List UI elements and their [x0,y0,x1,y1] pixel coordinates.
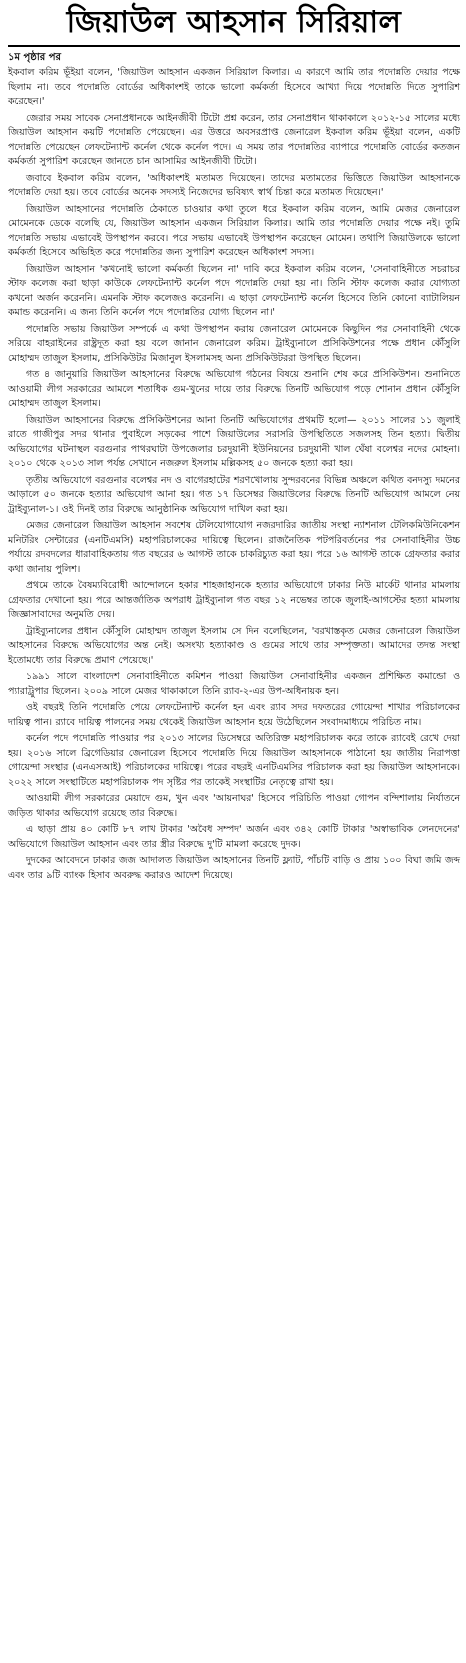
article-paragraph: কর্নেল পদে পদোন্নতি পাওয়ার পর ২০১৩ সালের ডিসেম্বরে অতিরিক্ত মহাপরিচালক করে তাকে র‍্যাবেই রেখে দেয়া হয়। ২০১৬ সালে ব্রিগেডিয়ার জেনারেল হিসেবে পদোন্নতি দিয়ে জিয়াউল আহসানকে পাঠানো হয় জাতীয় নিরাপত্তা গোয়েন্দা সংস্থার (এনএসআই) পরিচালকের দায়িত্বে। পরের বছরই এনটিএমসির পরিচালক করা হয় জিয়াউল আহসানকে। ২০২২ সালে সংস্থাটিতে মহাপরিচালক পদ সৃষ্টির পর তাকেই সংস্থাটির নেতৃত্বে রাখা হয়। [8,733,460,788]
article-paragraph: জিয়াউল আহসান 'কখনোই ভালো কর্মকর্তা ছিলেন না' দাবি করে ইকবাল করিম বলেন, 'সেনাবাহিনীতে সচরাচর স্টাফ কলেজ করা ছাড়া কাউকে লেফটেন্যান্ট কর্নেল পদে পদোন্নতি দেয়া হয় না। তিনি স্টাফ কলেজ করার যোগ্যতা কখনো অর্জন করেননি। এমনকি স্টাফ কলেজও করেননি। এ ছাড়া লেফটেন্যান্ট কর্নেল হিসেবে তিনি কোনো ব্যাটালিয়ন কমান্ড করেননি। এ জন্য তিনি কর্নেল পদে পদোন্নতির যোগ্য ছিলেন না।' [8,263,460,318]
article-paragraph: গত ৪ জানুয়ারি জিয়াউল আহসানের বিরুদ্ধে অভিযোগ গঠনের বিষয়ে শুনানি শেষ করে প্রসিকিউশন। শুনানিতে আওয়ামী লীগ সরকারের আমলে শতাধিক গুম-খুনের দায়ে তার বিরুদ্ধে তিনটি অভিযোগ পড়ে শোনান প্রধান কৌঁসুলি মোহাম্মদ তাজুল ইসলাম। [8,369,460,409]
article-paragraph: তৃতীয় অভিযোগে বরগুনার বলেশ্বর নদ ও বাগেরহাটের শরণখোলায় সুন্দরবনের বিভিন্ন অঞ্চলে কথিত বনদস্যু দমনের আড়ালে ৫০ জনকে হত্যার অভিযোগ আনা হয়। গত ১৭ ডিসেম্বর জিয়াউলের বিরুদ্ধে তিনটি অভিযোগ আমলে নেয় ট্রাইব্যুনাল-১। ওই দিনই তার বিরুদ্ধে আনুষ্ঠানিক অভিযোগ দাখিল করা হয়। [8,474,460,515]
article-paragraph: জিয়াউল আহসানের বিরুদ্ধে প্রসিকিউশনের আনা তিনটি অভিযোগের প্রথমটি হলো— ২০১১ সালের ১১ জুলাই রাতে গাজীপুর সদর থানার পুবাইলে সড়কের পাশে জিয়াউলের সরাসরি উপস্থিতিতে সজলসহ তিন হত্যা। দ্বিতীয় অভিযোগের ঘটনাস্থল বরগুনার পাথরঘাটা উপজেলার চরদুয়ানী ইউনিয়নের চরদুয়ানী খাল ঘেঁষা বলেশ্বর নদের মোহনা। ২০১০ থেকে ২০১৩ সাল পর্যন্ত সেখানে নজরুল ইসলাম মল্লিকসহ ৫০ জনকে হত্যা করা হয়। [8,414,460,469]
article-paragraph: প্রথমে তাকে বৈষম্যবিরোধী আন্দোলনে হকার শাহজাহানকে হত্যার অভিযোগে ঢাকার নিউ মার্কেট থানার মামলায় গ্রেফতার দেখানো হয়। পরে আন্তর্জাতিক অপরাধ ট্রাইব্যুনাল গত বছর ১২ নভেম্বর তাকে জুলাই-আগস্টের হত্যা মামলায় জিজ্ঞাসাবাদের অনুমতি দেয়। [8,580,460,620]
article-paragraph: ওই বছরই তিনি পদোন্নতি পেয়ে লেফটেন্যান্ট কর্নেল হন এবং র‍্যাব সদর দফতরের গোয়েন্দা শাখার পরিচালকের দায়িত্ব পান। র‍্যাবে দায়িত্ব পালনের সময় থেকেই জিয়াউল আহসান হয়ে উঠেছিলেন সংবাদমাধ্যমে পরিচিত নাম। [8,702,460,728]
article-paragraph: মেজর জেনারেল জিয়াউল আহসান সবশেষ টেলিযোগাযোগ নজরদারির জাতীয় সংস্থা ন্যাশনাল টেলিকমিউনিকেশন মনিটরিং সেন্টারের (এনটিএমসি) মহাপরিচালকের দায়িত্বে ছিলেন। রাজনৈতিক পটপরিবর্তনের পর সেনাবাহিনীর উচ্চ পর্যায়ে রদবদলের ধারাবাহিকতায় গত বছরের ৬ আগস্ট তাকে চাকরিচ্যুত করা হয়। পরে ১৬ আগস্ট তাকে গ্রেফতার করার কথা জানায় পুলিশ। [8,520,460,575]
article-paragraph: আওয়ামী লীগ সরকারের মেয়াদে গুম, খুন এবং 'আয়নাঘর' হিসেবে পরিচিতি পাওয়া গোপন বন্দিশালায় নির্যাতনে জড়িত থাকার অভিযোগ রয়েছে তার বিরুদ্ধে। [8,793,460,819]
article-paragraph: ইকবাল করিম ভূঁইয়া বলেন, 'জিয়াউল আহসান একজন সিরিয়াল কিলার। এ কারণে আমি তার পদোন্নতি দেয়ার পক্ষে ছিলাম না। তবে পদোন্নতি বোর্ডের অধিকাংশই তাকে ভালো কর্মকর্তা হিসেবে আখ্যা দিয়ে পদোন্নতি দিতে সুপারিশ করেছেন।' [8,67,460,107]
headline: জিয়াউল আহসান সিরিয়াল [66,5,402,40]
article-paragraph: পদোন্নতি সভায় জিয়াউল সম্পর্কে এ কথা উপস্থাপন করায় জেনারেল মোমেনকে কিছুদিন পর সেনাবাহিনী থেকে সরিয়ে বাহরাইনের রাষ্ট্রদূত করা হয় বলে জানান জেনারেল করিম। ট্রাইব্যুনালে প্রসিকিউশনের পক্ষে প্রধান কৌঁসুলি মোহাম্মদ তাজুল ইসলাম, প্রসিকিউটর মিজানুল ইসলামসহ অন্য প্রসিকিউটররা উপস্থিত ছিলেন। [8,323,460,364]
continued-from-label: ১ম পৃষ্ঠার পর [8,52,61,63]
article-paragraph: জবাবে ইকবাল করিম বলেন, 'অধিকাংশই মতামত দিয়েছেন। তাদের মতামতের ভিত্তিতে জিয়াউল আহসানকে পদোন্নতি দেয়া হয়। তবে বোর্ডের অনেক সদস্যই নিজেদের ভবিষ্যৎ স্বার্থ চিন্তা করে মতামত দিয়েছেন।' [8,172,460,198]
article-body [8,66,460,883]
article-paragraph: জিয়াউল আহসানের পদোন্নতি ঠেকাতে চাওয়ার কথা তুলে ধরে ইকবাল করিম বলেন, আমি মেজর জেনারেল মোমেনকে ডেকে বলেছি যে, জিয়াউল আহসান একজন সিরিয়াল কিলার। আমি তার পদোন্নতি দেয়ার পক্ষে নই। তুমি পদোন্নতি সভায় এভাবেই উপস্থাপন করবে। পরে সভায় এভাবেই উপস্থাপন করেছেন মোমেন। তথাপি জিয়াউলকে ভালো কর্মকর্তা হিসেবে অভিহিত করে পদোন্নতির জন্য সুপারিশ করেছেন অধিকাংশ সদস্য। [8,203,460,258]
article-paragraph: জেরার সময় সাবেক সেনাপ্রধানকে আইনজীবী টিটো প্রশ্ন করেন, তার সেনাপ্রধান থাকাকালে ২০১২-১৫ সালের মধ্যে জিয়াউল আহসান কয়টি পদোন্নতি পেয়েছেন। এর উত্তরে অবসরপ্রাপ্ত জেনারেল ইকবাল করিম ভূঁইয়া বলেন, একটি পদোন্নতি পেয়েছেন লেফটেন্যান্ট কর্নেল থেকে কর্নেল পদে। এ সময় তার পদোন্নতির ব্যাপারে পদোন্নতি বোর্ডের কতজন কর্মকর্তা সুপারিশ করেছেন জানতে চান আসামির আইনজীবী টিটো। [8,112,460,167]
article-paragraph: দুদকের আবেদনে ঢাকার জজ আদালত জিয়াউল আহসানের তিনটি ফ্ল্যাট, পাঁচটি বাড়ি ও প্রায় ১০০ বিঘা জমি জব্দ এবং তার ৯টি ব্যাংক হিসাব অবরুদ্ধ করারও আদেশ দিয়েছে। [8,855,460,881]
headline-divider [8,45,460,47]
article-paragraph: ১৯৯১ সালে বাংলাদেশ সেনাবাহিনীতে কমিশন পাওয়া জিয়াউল সেনাবাহিনীর একজন প্রশিক্ষিত কমান্ডো ও প্যারাট্রুপার ছিলেন। ২০০৯ সালে মেজর থাকাকালে তিনি র‍্যাব-২-এর উপ-অধিনায়ক হন। [8,671,460,697]
article-paragraph: ট্রাইব্যুনালের প্রধান কৌঁসুলি মোহাম্মদ তাজুল ইসলাম সে দিন বলেছিলেন, 'বরখাস্তকৃত মেজর জেনারেল জিয়াউল আহসানের বিরুদ্ধে অভিযোগের অন্ত নেই। অসংখ্য হত্যাকাণ্ড ও গুমের সাথে তার সম্পৃক্ততা। আমাদের তদন্ত সংস্থা ইতোমধ্যে তার বিরুদ্ধে প্রমাণ পেয়েছে।' [8,625,460,666]
article-paragraph: এ ছাড়া প্রায় ৪০ কোটি ৮৭ লাখ টাকার 'অবৈধ সম্পদ' অর্জন এবং ৩৪২ কোটি টাকার 'অস্বাভাবিক লেনদেনের' অভিযোগে জিয়াউল আহসান এবং তার স্ত্রীর বিরুদ্ধে দু'টি মামলা করেছে দুদক। [8,824,460,850]
